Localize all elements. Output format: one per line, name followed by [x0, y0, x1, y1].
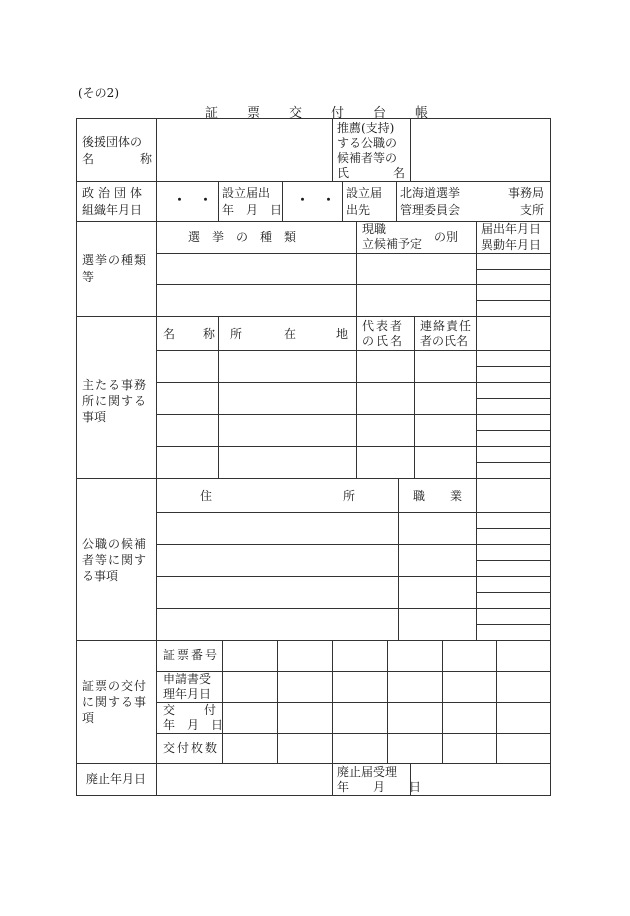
item-issue-date-line1b: 付	[204, 703, 217, 717]
col-candidate-address-b: 所	[343, 489, 356, 503]
col-office-name-a: 名	[163, 327, 176, 341]
title-char: 票	[247, 106, 261, 121]
col-election-type: 選 挙 の 種 類	[188, 230, 297, 244]
title-char: 付	[331, 106, 345, 121]
label-candidate-info-line3: る事項	[82, 569, 119, 583]
col-contact-line2: 者の氏名	[420, 334, 469, 348]
label-abolition-receipt-line1: 廃止届受理	[337, 765, 398, 779]
label-issuance-line1: 証票の交付	[82, 679, 148, 693]
title-char: 帳	[415, 106, 429, 121]
col-change-date: 異動年月日	[481, 238, 542, 252]
label-issuance-line2: に関する事	[82, 695, 148, 709]
item-issue-date-line2: 年 月 日	[163, 718, 224, 732]
label-candidate-info-line2: 者等に関す	[82, 553, 148, 567]
item-application-date-line1: 申請書受	[163, 672, 212, 686]
label-candidate-line4a: 氏	[337, 166, 350, 180]
form-note: (その2)	[78, 86, 119, 100]
col-representative-line2: の氏名	[362, 334, 405, 348]
office-name-line1b: 事務局	[508, 186, 545, 200]
col-occupation-a: 職	[413, 489, 426, 503]
item-application-date-line2: 理年月日	[163, 687, 212, 701]
label-candidate-line2: する公職の	[337, 136, 398, 150]
col-occupation-b: 業	[450, 489, 463, 503]
label-issuance-line3: 項	[82, 711, 95, 725]
label-election-type-line2: 等	[82, 270, 95, 284]
col-office-address-b: 在	[284, 327, 297, 341]
label-main-office-line3: 事項	[82, 410, 107, 424]
office-name-line2a: 管理委員会	[400, 203, 461, 217]
item-certificate-number: 証票番号	[163, 648, 220, 662]
title-char: 台	[373, 106, 387, 121]
label-abolition-receipt-line2: 年 月 日	[337, 780, 422, 794]
col-current-suffix: の別	[434, 230, 459, 244]
office-name-line2b: 支所	[520, 203, 545, 217]
title-char: 交	[289, 106, 303, 121]
label-support-group-name-b: 称	[140, 152, 153, 166]
label-candidate-line1: 推薦(支持)	[337, 121, 395, 135]
label-support-group-name-line1: 後援団体の	[82, 135, 143, 149]
col-contact-line1: 連絡責任	[420, 319, 473, 333]
col-current-line1: 現職	[362, 222, 387, 236]
col-representative-line1: 代表者	[362, 319, 405, 333]
setup-date-value: ・ ・	[296, 193, 336, 208]
item-issue-count: 交付枚数	[163, 741, 220, 755]
label-election-type-line1: 選挙の種類	[82, 253, 148, 267]
label-setup-date-line2: 年 月 日	[222, 203, 283, 217]
title-char: 証	[205, 106, 219, 121]
col-filing-date: 届出年月日	[481, 222, 542, 236]
label-abolition-date: 廃止年月日	[86, 772, 147, 786]
label-submit-to-line1: 設立届	[346, 186, 383, 200]
label-setup-date-line1: 設立届出	[222, 186, 271, 200]
col-office-name-b: 称	[203, 327, 216, 341]
organization-date-value: ・ ・	[173, 193, 213, 208]
col-office-address-a: 所	[230, 327, 243, 341]
col-current-line2: 立候補予定	[362, 237, 423, 251]
col-candidate-address-a: 住	[200, 489, 213, 503]
label-candidate-info-line1: 公職の候補	[82, 537, 148, 551]
label-submit-to-line2: 出先	[346, 203, 371, 217]
label-candidate-line3: 候補者等の	[337, 151, 398, 165]
col-office-address-c: 地	[336, 327, 349, 341]
label-political-group-line2: 組織年月日	[82, 203, 143, 217]
office-name-line1a: 北海道選挙	[400, 186, 461, 200]
label-main-office-line2: 所に関する	[82, 394, 148, 408]
label-candidate-line4b: 名	[393, 166, 406, 180]
label-main-office-line1: 主たる事務	[82, 378, 148, 392]
item-issue-date-line1a: 交	[163, 703, 176, 717]
label-political-group-line1: 政治団体	[82, 186, 147, 200]
label-support-group-name-a: 名	[82, 152, 95, 166]
